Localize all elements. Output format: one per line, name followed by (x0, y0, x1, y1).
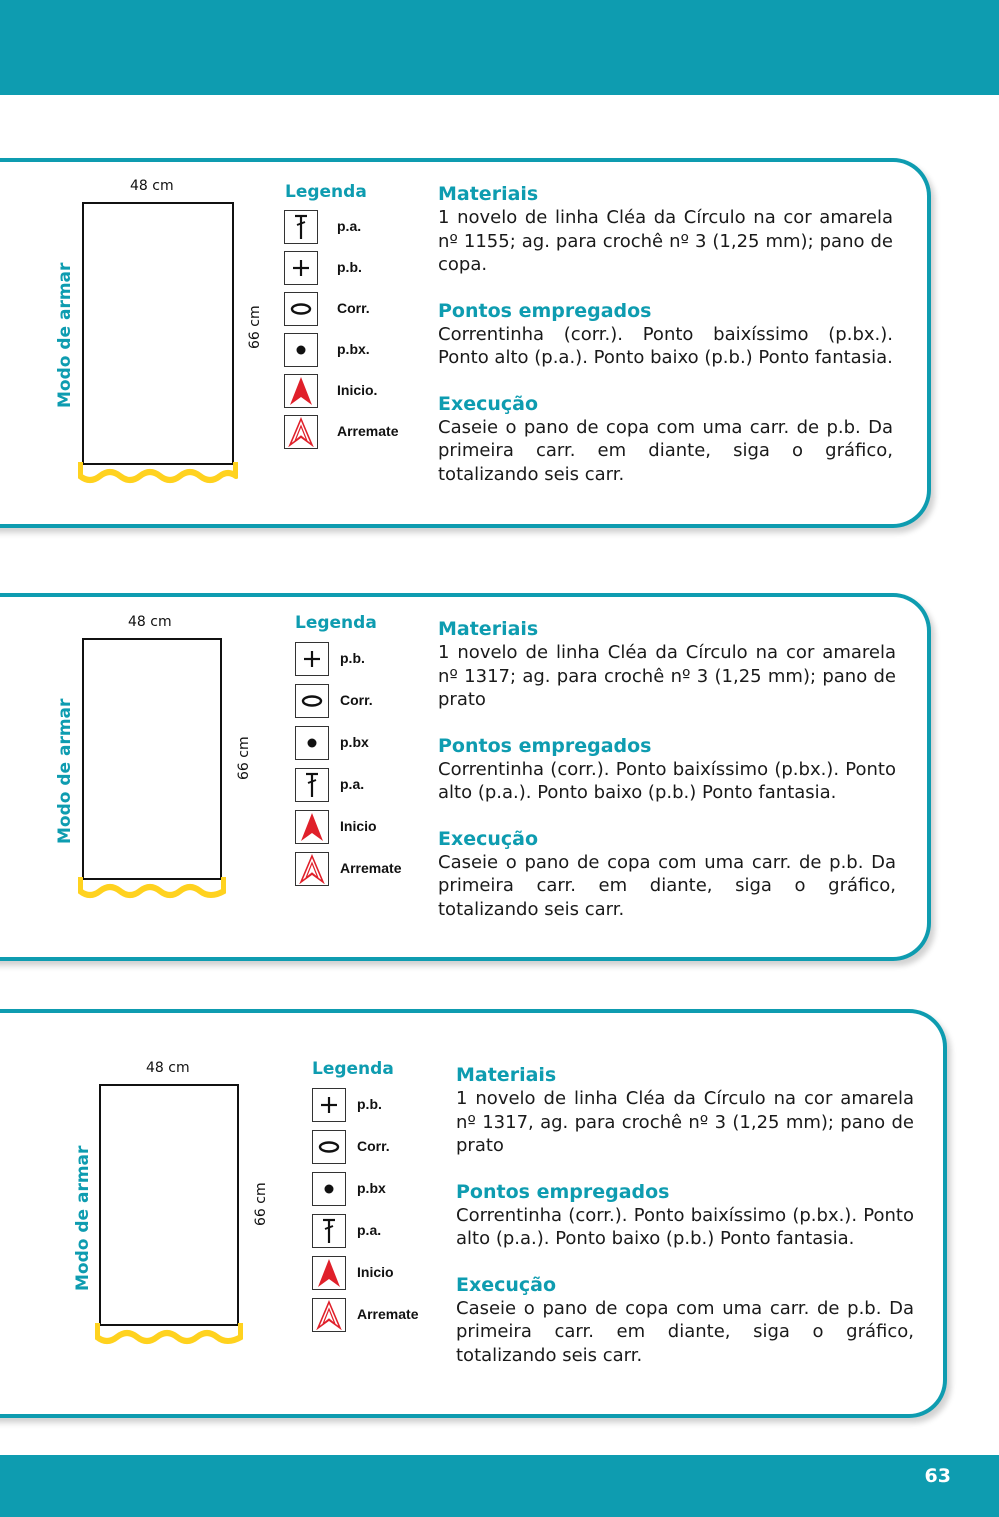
pattern-card-3 (0, 1009, 947, 1418)
arremate-legend-symbol (284, 415, 318, 449)
modo-de-armar-label: Modo de armar (55, 262, 75, 408)
crochet-edge-wave (78, 873, 226, 903)
legend-label: Arremate (337, 423, 399, 439)
pontos-text: Correntinha (corr.). Ponto baixíssimo (p.bx.). Ponto alto (p.a.). Ponto baixo (p.b.) Ponto fantasia. (456, 1204, 914, 1249)
arremate-icon (299, 854, 325, 884)
materiais-text: 1 novelo de linha Cléa da Círculo na cor amarela nº 1317; ag. para crochê nº 3 (1,25 mm); pano de prato (438, 642, 896, 710)
legend-label: Corr. (337, 300, 370, 316)
inicio-icon (316, 1258, 342, 1288)
legend-label: p.bx (357, 1180, 386, 1196)
pb-legend-symbol (295, 642, 329, 676)
pbx-legend-symbol (312, 1172, 346, 1206)
page-number: 63 (924, 1465, 951, 1487)
legend-label: Arremate (340, 860, 402, 876)
materiais-heading: Materiais (438, 183, 539, 205)
execucao-heading: Execução (438, 827, 539, 850)
corr-legend-symbol (295, 684, 329, 718)
legend-label: Inicio (340, 818, 377, 834)
pb-icon (301, 648, 323, 670)
legend-label: p.a. (337, 218, 362, 234)
modo-de-armar-label: Modo de armar (73, 1145, 93, 1291)
pontos-text: Correntinha (corr.). Ponto baixíssimo (p.bx.). Ponto alto (p.a.). Ponto baixo (p.b.) Ponto fantasia. (438, 758, 896, 803)
execucao-text: Caseie o pano de copa com uma carr. de p.b. Da primeira carr. em diante, siga o gráfico, totalizando seis carr. (456, 1297, 914, 1366)
legend-title: Legenda (285, 182, 367, 202)
legend-label: p.bx (340, 734, 369, 750)
inicio-icon (299, 812, 325, 842)
pa-legend-symbol (312, 1214, 346, 1248)
legend-label: Corr. (340, 692, 373, 708)
width-label: 48 cm (128, 614, 172, 630)
pa-icon (300, 771, 324, 799)
pb-icon (290, 257, 312, 279)
legend-label: Inicio. (337, 382, 378, 398)
legend-label: Inicio (357, 1264, 394, 1280)
inicio-legend-symbol (295, 810, 329, 844)
execucao-heading: Execução (456, 1273, 557, 1296)
legend-label: p.a. (340, 776, 365, 792)
legend-label: p.b. (340, 650, 365, 666)
pa-legend-symbol (284, 210, 318, 244)
pontos-heading: Pontos empregados (438, 734, 652, 757)
execucao-text: Caseie o pano de copa com uma carr. de p.b. Da primeira carr. em diante, siga o gráfico, totalizando seis carr. (438, 416, 893, 485)
legend-label: p.a. (357, 1222, 382, 1238)
legend-title: Legenda (312, 1059, 394, 1079)
crochet-edge-wave (78, 458, 238, 488)
pbx-icon (322, 1182, 336, 1196)
pb-icon (318, 1094, 340, 1116)
materiais-text: 1 novelo de linha Cléa da Círculo na cor amarela nº 1317, ag. para crochê nº 3 (1,25 mm); pano de prato (456, 1088, 914, 1156)
width-label: 48 cm (130, 178, 174, 194)
pbx-icon (305, 736, 319, 750)
legend-label: Corr. (357, 1138, 390, 1154)
corr-icon (289, 302, 313, 316)
instructions (438, 182, 893, 486)
arremate-icon (288, 417, 314, 447)
inicio-icon (288, 376, 314, 406)
pontos-heading: Pontos empregados (456, 1180, 670, 1203)
width-label: 48 cm (146, 1060, 190, 1076)
top-header-band (0, 0, 999, 95)
materiais-heading: Materiais (438, 618, 539, 640)
crochet-edge-wave (95, 1319, 243, 1349)
corr-icon (317, 1140, 341, 1154)
legend-label: p.b. (337, 259, 362, 275)
height-label: 66 cm (253, 1182, 269, 1226)
inicio-legend-symbol (284, 374, 318, 408)
pa-icon (317, 1217, 341, 1245)
pbx-legend-symbol (284, 333, 318, 367)
instructions (456, 1063, 914, 1367)
legend-title: Legenda (295, 613, 377, 633)
pbx-legend-symbol (295, 726, 329, 760)
corr-icon (300, 694, 324, 708)
materiais-text: 1 novelo de linha Cléa da Círculo na cor amarela nº 1155; ag. para crochê nº 3 (1,25 mm); pano de copa. (438, 207, 893, 275)
pattern-card-2 (0, 593, 931, 961)
pb-legend-symbol (312, 1088, 346, 1122)
pa-legend-symbol (295, 768, 329, 802)
corr-legend-symbol (312, 1130, 346, 1164)
arremate-legend-symbol (312, 1298, 346, 1332)
height-label: 66 cm (236, 736, 252, 780)
pontos-heading: Pontos empregados (438, 299, 652, 322)
corr-legend-symbol (284, 292, 318, 326)
pontos-text: Correntinha (corr.). Ponto baixíssimo (p.bx.). Ponto alto (p.a.). Ponto baixo (p.b.) Ponto fantasia. (438, 323, 893, 368)
inicio-legend-symbol (312, 1256, 346, 1290)
legend-label: p.b. (357, 1096, 382, 1112)
execucao-text: Caseie o pano de copa com uma carr. de p.b. Da primeira carr. em diante, siga o gráfico, totalizando seis carr. (438, 851, 896, 920)
pattern-card-1 (0, 158, 931, 528)
pb-legend-symbol (284, 251, 318, 285)
pbx-icon (294, 343, 308, 357)
execucao-heading: Execução (438, 392, 539, 415)
height-label: 66 cm (247, 305, 263, 349)
arremate-legend-symbol (295, 852, 329, 886)
legend-label: p.bx. (337, 341, 370, 357)
pa-icon (289, 213, 313, 241)
materiais-heading: Materiais (456, 1064, 557, 1086)
cloth-outline (99, 1084, 239, 1326)
legend-label: Arremate (357, 1306, 419, 1322)
cloth-outline (82, 202, 234, 465)
bottom-footer-band (0, 1455, 999, 1517)
modo-de-armar-label: Modo de armar (55, 698, 75, 844)
instructions (438, 617, 896, 921)
cloth-outline (82, 638, 222, 880)
arremate-icon (316, 1300, 342, 1330)
